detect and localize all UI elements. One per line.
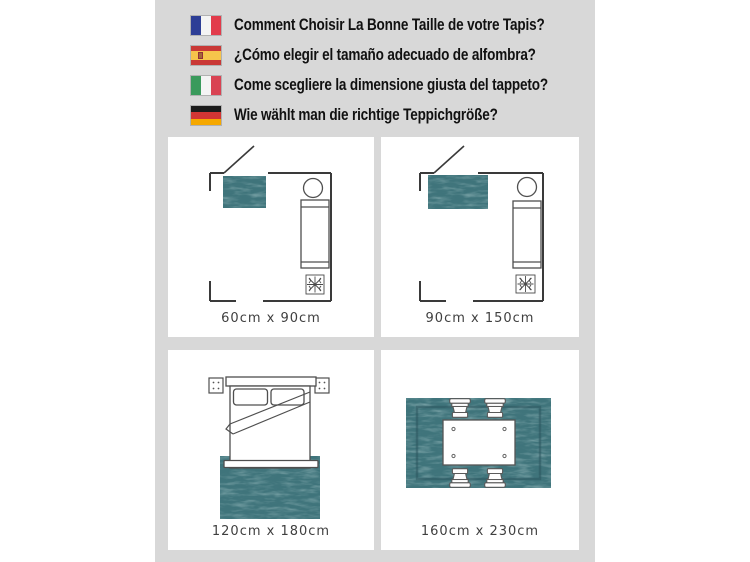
round-side-table <box>518 178 537 197</box>
nightstand-left <box>209 378 223 393</box>
header-row-italian <box>191 76 617 95</box>
plant-icon <box>516 275 535 293</box>
italy-flag-icon <box>191 76 221 95</box>
header-text-german: Wie wählt man die richtige Teppichgröße? <box>234 106 498 124</box>
chair-top-right <box>485 399 506 418</box>
header-text-french: Comment Choisir La Bonne Taille de votre Tapis? <box>234 16 545 34</box>
plant-icon <box>306 275 324 294</box>
pillow-left <box>234 389 268 405</box>
size-label: 120cm x 180cm <box>211 524 331 539</box>
bench-daybed <box>301 200 329 268</box>
chair-bottom-right <box>485 469 506 488</box>
door-swing <box>434 146 464 173</box>
headboard <box>226 377 316 386</box>
card-rug-90x150 <box>381 137 579 337</box>
header-row-german <box>191 106 617 125</box>
floorplan-medium-rug-icon <box>381 137 579 337</box>
bed-with-rug-icon <box>168 350 374 550</box>
card-rug-160x230 <box>381 350 579 550</box>
germany-flag-icon <box>191 106 221 125</box>
nightstand-right <box>315 378 329 393</box>
dining-set-on-rug-icon <box>381 350 579 550</box>
chair-top-left <box>450 399 471 418</box>
dining-table <box>443 420 515 465</box>
spain-coat-of-arms <box>198 52 203 59</box>
footboard <box>224 461 318 468</box>
rug-60x90 <box>223 176 266 208</box>
gray-info-panel <box>155 0 595 562</box>
size-label: 60cm x 90cm <box>221 311 321 326</box>
header-text-italian: Come scegliere la dimensione giusta del tappeto? <box>234 76 548 94</box>
floorplan-small-rug-icon <box>168 137 374 337</box>
round-side-table <box>304 179 323 198</box>
header-row-spanish <box>191 46 617 65</box>
multilingual-header <box>191 16 617 125</box>
chair-bottom-left <box>450 469 471 488</box>
size-label: 160cm x 230cm <box>420 524 540 539</box>
size-label: 90cm x 150cm <box>425 311 535 326</box>
spain-flag-icon <box>191 46 221 65</box>
bench-daybed <box>513 201 541 268</box>
door-swing <box>224 146 254 173</box>
france-flag-icon <box>191 16 221 35</box>
header-row-french <box>191 16 617 35</box>
card-rug-60x90 <box>168 137 374 337</box>
card-rug-120x180 <box>168 350 374 550</box>
header-text-spanish: ¿Cómo elegir el tamaño adecuado de alfombra? <box>234 46 536 64</box>
rug-90x150 <box>428 175 488 209</box>
double-bed <box>224 377 318 468</box>
